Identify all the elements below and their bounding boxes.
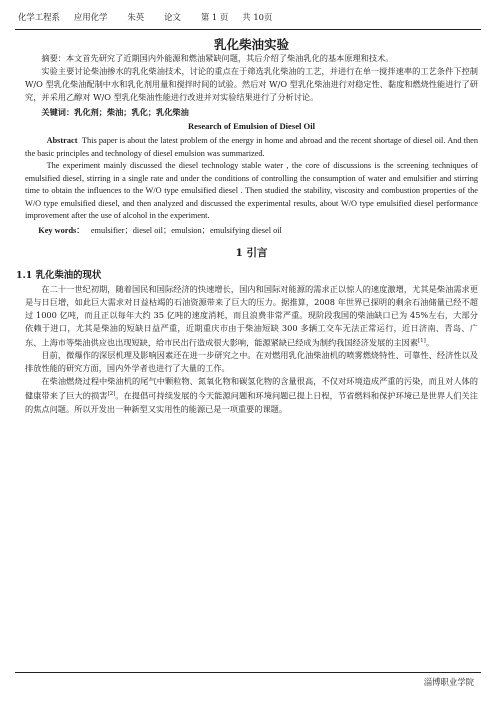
paper-title-en: Research of Emulsion of Diesel Oil: [187, 121, 316, 131]
abstract-en-2: The experiment mainly discussed the diesel technology stable water , the core of discussions is the screening techniques of emulsified diesel, stirring in a single rate and under the conditions of controlling the consumption of water and emulsifier and stirring time to obtain the influences to the W/O type emulsified diesel . Then studied the stability, viscosity and combustion properties of the W/O type emulsified diesel, and then analyzed and discussed the experimental results, about W/O type emulsified diesel performance improvement after the use of alcohol in the experiment.: [25, 161, 478, 220]
body-paragraph-3-end: 。在提倡可持续发展的今天能源问题和环境问题已提上日程，节省燃料和保护环境已是世界人们关注的焦点问题。所以开发出一种新型又实用性的能源已是一项重要的课题。: [25, 390, 478, 414]
keywords-en-label: Key words：: [38, 225, 85, 235]
header-major: 应用化学: [73, 12, 108, 22]
header-rule: [15, 29, 481, 30]
running-header: [18, 6, 478, 28]
page-body: [16, 34, 478, 416]
body-paragraph-3: [25, 375, 478, 416]
abstract-en-text: This paper is about the latest problem of the energy in home and abroad and the recent shortage of diesel oil. And then the basic principles and technology of diesel emulsion was summarized.: [25, 136, 478, 158]
paper-title: 乳化柴油实验: [213, 37, 289, 52]
body-paragraph-3-text: 在柴油燃烧过程中柴油机的尾气中颗粒物、氮氧化物和碳氢化物的含量很高，不仅对环境造成严重的污染，而且对人体的健康带来了巨大的损害: [25, 376, 478, 401]
abstract-en: [25, 135, 478, 160]
body-paragraph-1-text: 在二十一世纪初期，随着国民和国际经济的快速增长，国内和国际对能源的需求正以惊人的速度激增，尤其是柴油需求更是与日巨增，如此巨大需求对日益枯竭的石油资源带来了巨大的压力。据推算，2008 年世界已探明的剩余石油储量已经不超过 1000 亿吨，而且正以每年大约 35 亿吨的速度消耗，而且浪费非常严重。现阶段我国的柴油缺口已为 45%左右，大部分依赖于进口，尤其是柴油的短缺日益严重，近期重庆市由于柴油短缺 300 多辆工交车无法正常运行，近日济南、青岛、广东、上海市等柴油供应也出现短缺，给市民出行造成很大影响，能源紧缺已经成为制约我国经济发展的主因素: [25, 283, 478, 348]
footer-rule: [15, 672, 481, 673]
subsection-heading-1-1: 1.1 乳化柴油的现状: [16, 269, 102, 281]
header-author: 朱英: [127, 12, 145, 22]
header-doc-type: 论文: [164, 12, 181, 22]
abstract-en-label: Abstract: [46, 136, 78, 145]
section-heading-1: 1 引言: [235, 246, 268, 259]
header-page-total: 共 10页: [242, 12, 273, 22]
keywords-cn: 关键词：乳化剂；柴油；乳化；乳化柴油: [41, 107, 189, 117]
keywords-en: [38, 224, 478, 237]
body-paragraph-1: [25, 283, 478, 350]
citation-ref-2: [2]: [107, 391, 116, 398]
header-department: 化学工程系: [18, 12, 60, 22]
abstract-cn-2: 实验主要讨论柴油掺水的乳化柴油技术，讨论的重点在于筛选乳化柴油的工艺，并进行在单一搅拌速率的工艺条件下控制 W/O 型乳化柴油配制中水和乳化剂用量和搅拌时间的试验。然后对 W/O 型乳化柴油进行对稳定性、黏度和燃烧性能进行了研究，并采用乙醇对 W/O 型乳化柴油性能进行改进并对实验结果进行了分析讨论。: [25, 66, 478, 102]
citation-ref-1: [1]: [418, 337, 426, 344]
keywords-en-text: emulsifier；diesel oil；emulsion；emulsifying diesel oil: [90, 225, 282, 235]
header-page-current: 第 1 页: [200, 12, 229, 22]
abstract-cn: 摘要：本文首先研究了近期国内外能源和燃油紧缺问题，其后介绍了柴油乳化的基本原理和技术。: [41, 53, 394, 63]
footer-institution: 淄博职业学院: [423, 677, 474, 687]
body-paragraph-1-end: 。: [425, 337, 435, 348]
body-paragraph-2: 目前，微爆作的深层机理及影响因素还在进一步研究之中。在对燃用乳化油柴油机的喷雾燃烧特性、可靠性、经济性以及排放性能的研究方面，国内外学者也进行了大量的工作。: [25, 350, 478, 374]
